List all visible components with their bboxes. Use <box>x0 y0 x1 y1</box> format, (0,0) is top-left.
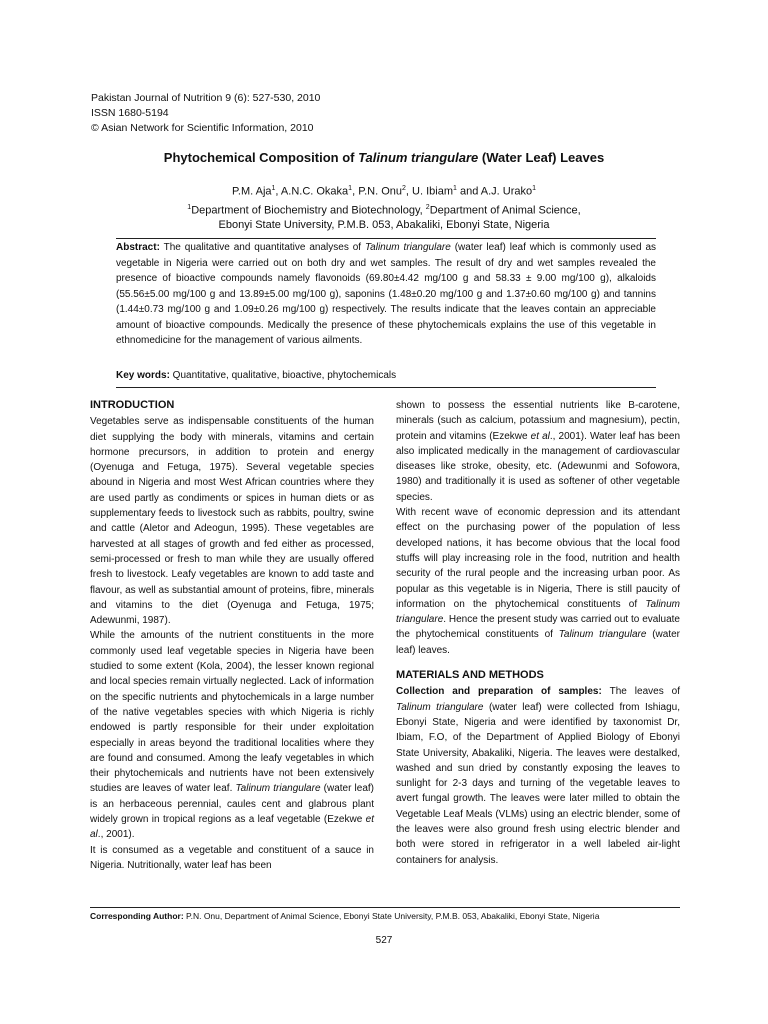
text-run: While the amounts of the nutrient constituents in the more commonly used leaf vegetable species in Nigeria have been studied to some extent (Kola, 2004), the lesser known regional and local species remain virtually neglected. Lack of information on the specific nutrients and phytochemicals in a large number of the native vegetables species with which Nigeria is richly endowed is partly responsible for their under exploitation especially in areas beyond the traditional localities where they are found and consumed. Among the leafy vegetables in which their phytochemicals and nutrients have not been extensively studies are leaves of water leaf. <box>90 630 374 795</box>
abstract-label: Abstract: <box>116 242 160 253</box>
affil-marker: 1 <box>532 185 537 192</box>
author-block <box>0 181 768 233</box>
text-run: ., 2001). Water leaf has been also implicated medically in the management of cardiovascular diseases like stroke, obesity, etc. (Adewunmi and Sofowora, 1980) and traditionally it is used as softener of other vegetable species. <box>396 430 681 503</box>
title-species: Talinum triangulare <box>358 150 479 165</box>
intro-paragraph-1: Vegetables serve as indispensable constituents of the human diet supplying the body with minerals, vitamins and certain hormone precursors, in addition to protein and energy (Oyenuga and Fetuga, 1975). Several vegetable species abound in Nigeria and most West African countries where they are used partly as condiments or spices in human diets or as supplementary feeds to livestock such as rabbits, poultry, swine and cattle (Aletor and Adeogun, 1995). These vegetables are harvested at all stages of growth and fed either as processed, semi-processed or fresh to man while they are usually offered fresh to livestock. Leafy vegetables are known to add taste and flavour, as well as substantial amount of proteins, fibre, minerals and vitamins to the diet (Oyenuga and Fetuga, 1975; Adewunmi, 1987). <box>90 416 374 627</box>
keywords-label: Key words: <box>116 370 170 381</box>
journal-issn: ISSN 1680-5194 <box>91 107 169 119</box>
et-al: et al <box>90 814 374 841</box>
affiliation-line-1 <box>0 200 768 219</box>
species-italic: Talinum triangulare <box>558 629 647 641</box>
abstract-text: (water leaf) leaf which is commonly used as vegetable in Nigeria were carried out on both dry and wet samples. The result of dry and wet samples revealed the presence of bioactive compounds namely flavonoids (69.80±4.42 mg/100 g and 58.33 ± 9.00 mg/100 g), alkaloids (55.56±5.00 mg/100 g and 13.89±5.00 mg/100 g), saponins (1.48±0.20 mg/100 g and 1.37±0.60 mg/100 g) and tannins (1.44±0.73 mg/100 g and 1.09±0.26 mg/100 g) respectively. The results indicate that the leaves contain an appreciable amount of bioactive compounds. Medically the presence of these phytochemicals explains the use of this vegetable in ethnomedicine for the management of various ailments. <box>116 242 657 346</box>
text-run: . Hence the present study was carried out to evaluate the phytochemical constituents of <box>396 614 680 641</box>
corr-text: P.N. Onu, Department of Animal Science, Ebonyi State University, P.M.B. 053, Abakaliki, Ebonyi State, Nigeria <box>183 911 600 921</box>
subsection-heading: Collection and preparation of samples: <box>396 686 602 698</box>
collection-paragraph <box>396 684 680 868</box>
title-post: (Water Leaf) Leaves <box>478 150 605 165</box>
author-list <box>0 181 768 200</box>
affil-marker: 1 <box>348 185 353 192</box>
paper-title <box>0 150 768 165</box>
affil-marker: 1 <box>187 203 192 211</box>
text-run: (water leaf) were collected from Ishiagu, Ebonyi State, Nigeria and were identified by taxonomist Dr, Ibiam, F.O, of the Department of Applied Biology of Ebonyi State University, Abakaliki, Nigeria. The leaves were destalked, washed and sun dried by constantly exposing the leaves to sunlight for 2-3 days and turning of the vegetable leaves to avert fungal growth. The leaves were later milled to obtain the Vegetable Leaf Meals (VLMs) using an electric blender, some of the leaves were also ground fresh using electric blender and both were stored in refrigerator in a well labeled air-light containers for analysis. <box>396 701 680 866</box>
abstract <box>116 240 656 349</box>
affil-marker: 1 <box>271 185 276 192</box>
intro-paragraph-3: It is consumed as a vegetable and constituent of a sauce in Nigeria. Nutritionally, water leaf has been <box>90 844 374 871</box>
page-number: 527 <box>375 935 393 946</box>
abstract-top-rule <box>116 238 656 239</box>
footnote-rule <box>90 907 680 908</box>
author-okaka: , A.N.C. Okaka <box>275 185 349 198</box>
author-ibiam: , U. Ibiam <box>405 185 453 198</box>
affiliation-1: Department of Biochemistry and Biotechnology, <box>191 204 426 217</box>
species-italic: Talinum triangulare <box>396 701 484 713</box>
author-aja: P.M. Aja <box>231 185 272 198</box>
affil-marker: 2 <box>402 185 406 192</box>
author-urako: and A.J. Urako <box>456 185 533 198</box>
keywords <box>116 368 656 383</box>
species-italic: Talinum triangulare <box>396 598 680 626</box>
right-paragraph-1 <box>396 398 680 505</box>
journal-copyright: © Asian Network for Scientific Information, 2010 <box>91 122 314 134</box>
left-column <box>90 398 374 873</box>
keywords-text: Quantitative, qualitative, bioactive, phytochemicals <box>169 370 397 381</box>
text-run: ., 2001). <box>97 829 135 841</box>
et-al: et al <box>530 430 550 442</box>
affiliation-line-2: Ebonyi State University, P.M.B. 053, Abakaliki, Ebonyi State, Nigeria <box>218 219 550 232</box>
journal-info <box>91 91 320 136</box>
species-italic: Talinum triangulare <box>235 783 321 795</box>
right-column <box>396 398 680 868</box>
abstract-species: Talinum triangulare <box>364 242 451 253</box>
intro-paragraph-2 <box>90 628 374 842</box>
text-run: shown to possess the essential nutrients like B-carotene, minerals (such as calcium, potassium and magnesium), pectin, protein and vitamins (Ezekwe <box>396 400 680 442</box>
keywords-bottom-rule <box>116 387 656 388</box>
text-run: (water leaf) leaves. <box>396 629 681 656</box>
introduction-heading: INTRODUCTION <box>90 399 175 411</box>
author-onu: , P.N. Onu <box>352 185 403 198</box>
affiliation-2: Department of Animal Science, <box>429 204 581 217</box>
text-run: The leaves of <box>601 686 680 698</box>
text-run: With recent wave of economic depression and its attendant effect on the purchasing power of the population of less developed nations, it has become obvious that the local food stuffs will play increasing role in the food, nutrition and health security of the rural people and the increasing urban poor. As popular as this vegetable is in Nigeria, There is still paucity of information on the phytochemical constituents of <box>396 507 680 610</box>
affil-marker: 1 <box>453 185 457 192</box>
title-pre: Phytochemical Composition of <box>163 150 359 165</box>
journal-citation: Pakistan Journal of Nutrition 9 (6): 527-530, 2010 <box>91 92 321 104</box>
text-run: (water leaf) is an herbaceous perennial, caules cent and glabrous plant widely grown in tropical regions as a leaf vegetable (Ezekwe <box>90 783 374 826</box>
abstract-text: The qualitative and quantitative analyses of <box>159 242 365 253</box>
materials-methods-heading: MATERIALS AND METHODS <box>396 669 544 682</box>
corresponding-author <box>90 910 680 922</box>
right-paragraph-2 <box>396 505 680 658</box>
affil-marker: 2 <box>425 203 430 211</box>
corr-label: Corresponding Author: <box>90 911 184 921</box>
